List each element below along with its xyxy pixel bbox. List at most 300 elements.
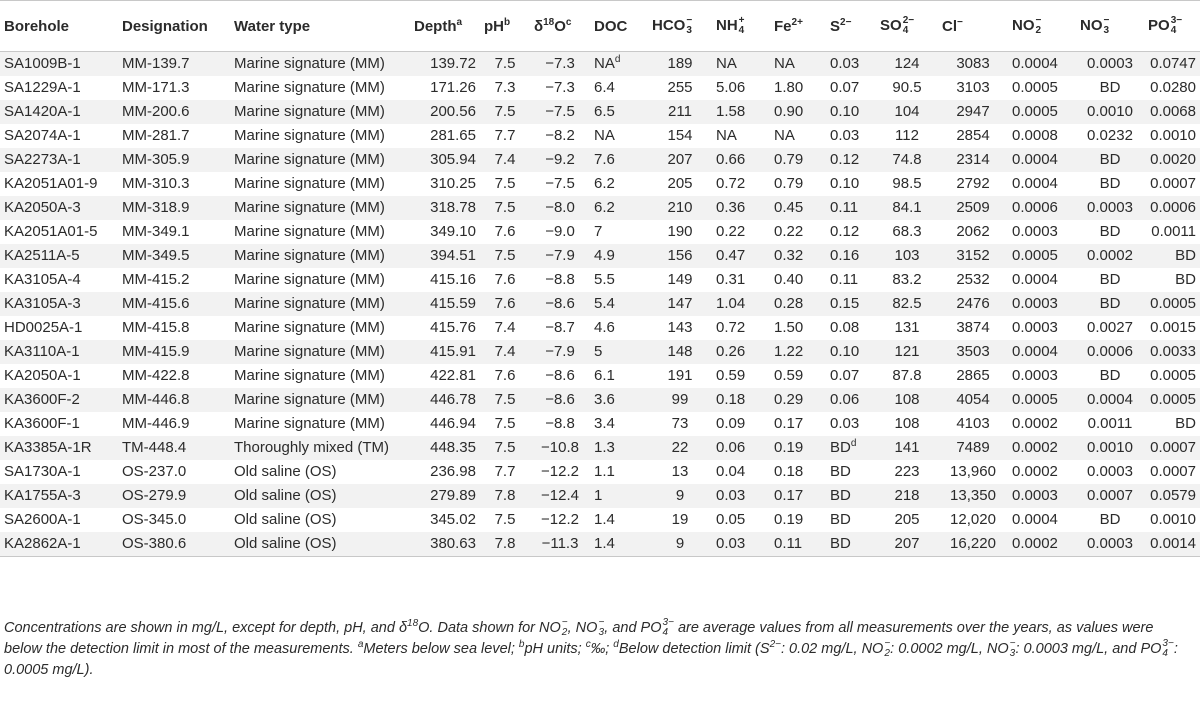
cell-hco3: 190 [667,223,693,240]
cell-ph: 7.5 [494,175,516,192]
cell-fe: 0.90 [770,100,826,124]
cell-cl: 2947 [938,100,1008,124]
cell-designation: MM-415.2 [122,271,190,288]
cell-s: 0.10 [826,100,876,124]
cell-ph: 7.6 [480,292,530,316]
cell-d18o: −12.4 [530,484,590,508]
cell-water-type: Marine signature (MM) [234,127,385,144]
cell-designation: MM-422.8 [122,367,190,384]
table-row [0,172,1200,196]
cell-no3: BD [1099,175,1121,192]
cell-cl: 3103 [956,79,990,96]
table-row [0,340,1200,364]
cell-po4: 0.0007 [1150,175,1196,192]
table-row [0,316,1200,340]
cell-water-type: Marine signature (MM) [234,415,385,432]
cell-designation: OS-380.6 [118,532,230,557]
cell-borehole: KA2050A-1 [4,367,81,384]
cell-nh4: 0.47 [712,244,770,268]
cell-borehole: KA2511A-5 [0,244,118,268]
cell-nh4: 0.31 [716,271,746,288]
table-row [0,388,1200,412]
cell-doc: 3.6 [590,388,648,412]
cell-d18o: −8.6 [545,367,575,384]
cell-designation: MM-281.7 [122,127,190,144]
cell-so4: 74.8 [876,148,938,172]
cell-cl: 2854 [956,127,990,144]
col-so4: SO 2− 4 [876,1,938,52]
cell-designation: MM-310.3 [122,175,190,192]
cell-no3: 0.0004 [1076,388,1144,412]
cell-s: 0.10 [826,340,876,364]
cell-so4: 98.5 [892,175,922,192]
col-cl: Cl− [938,1,1008,52]
cell-nh4: 0.06 [712,436,770,460]
cell-depth: 310.25 [430,175,476,192]
cell-fe: 0.79 [774,175,804,192]
cell-ph: 7.4 [494,319,516,336]
cell-borehole: KA3600F-2 [0,388,118,412]
cell-borehole: KA3385A-1R [0,436,118,460]
cell-water-type: Marine signature (MM) [230,340,410,364]
cell-no3: BD [1099,223,1121,240]
cell-no2: 0.0004 [1008,52,1076,77]
cell-d18o: −7.9 [530,340,590,364]
cell-borehole: KA2051A01-5 [4,223,98,240]
cell-ph: 7.4 [480,340,530,364]
cell-cl: 12,020 [950,511,996,528]
table-row [0,196,1200,220]
cell-po4: 0.0010 [1150,511,1196,528]
cell-s: BD [826,484,876,508]
table-row [0,148,1200,172]
cell-nh4: 0.22 [716,223,746,240]
cell-depth: 415.59 [410,292,480,316]
cell-borehole: KA3110A-1 [0,340,118,364]
cell-s: 0.03 [826,52,876,77]
cell-hco3: 211 [648,100,712,124]
cell-d18o: −7.3 [530,52,590,77]
cell-borehole: SA1730A-1 [4,463,81,480]
cell-s: 0.11 [826,196,876,220]
cell-fe: 0.59 [774,367,804,384]
cell-d18o: −8.2 [545,127,575,144]
col-no2: NO − 2 [1008,1,1076,52]
cell-po4: 0.0005 [1144,292,1200,316]
cell-cl: 3152 [938,244,1008,268]
cell-designation: MM-415.9 [118,340,230,364]
cell-water-type: Marine signature (MM) [230,292,410,316]
cell-po4: 0.0747 [1144,52,1200,77]
cell-ph: 7.3 [494,79,516,96]
table-row [0,124,1200,148]
cell-depth: 394.51 [410,244,480,268]
table-body [0,52,1200,557]
cell-no2: 0.0004 [1008,340,1076,364]
cell-no3: 0.0011 [1087,415,1133,432]
cell-doc: 7.6 [590,148,648,172]
col-hco3: HCO − 3 [648,1,712,52]
cell-fe: 0.45 [770,196,826,220]
cell-so4: 83.2 [892,271,922,288]
cell-water-type: Marine signature (MM) [230,244,410,268]
cell-depth: 139.72 [410,52,480,77]
cell-d18o: −10.8 [530,436,590,460]
cell-ph: 7.8 [480,532,530,557]
cell-nh4: 0.26 [712,340,770,364]
cell-hco3: 73 [671,415,689,432]
cell-borehole: KA3105A-3 [0,292,118,316]
cell-s: 0.11 [830,271,859,288]
cell-depth: 349.10 [430,223,476,240]
cell-po4: 0.0010 [1150,127,1196,144]
cell-water-type: Marine signature (MM) [234,271,385,288]
cell-designation: MM-446.9 [122,415,190,432]
cell-doc: 3.4 [594,415,615,432]
cell-doc: 5.5 [594,271,615,288]
cell-so4: 103 [876,244,938,268]
cell-s: 0.10 [830,175,860,192]
cell-doc: 5 [590,340,648,364]
cell-fe: 0.40 [774,271,804,288]
cell-hco3: 191 [667,367,693,384]
cell-hco3: 149 [667,271,693,288]
col-no3: NO − 3 [1076,1,1144,52]
col-s: $S^{2-}$ [826,1,876,52]
cell-designation: MM-349.1 [122,223,190,240]
cell-cl: 2509 [938,196,1008,220]
cell-nh4: NA [716,127,737,144]
cell-no2: 0.0004 [1012,511,1058,528]
cell-nh4: 0.04 [716,463,746,480]
cell-no2: 0.0002 [1008,436,1076,460]
cell-d18o: −9.0 [545,223,575,240]
table-header-row [0,1,1200,52]
cell-so4: 207 [876,532,938,557]
cell-cl: 4054 [938,388,1008,412]
cell-s: 0.07 [830,79,860,96]
cell-designation: OS-237.0 [122,463,187,480]
cell-d18o: −12.2 [541,511,579,528]
col-depth: Depth$^a$ [410,1,480,52]
cell-so4: 104 [876,100,938,124]
cell-doc: 6.5 [590,100,648,124]
table-row [0,100,1200,124]
cell-hco3: 9 [648,532,712,557]
cell-d18o: −8.7 [545,319,575,336]
cell-water-type: Marine signature (MM) [230,52,410,77]
cell-ph: 7.6 [494,223,516,240]
cell-hco3: 13 [671,463,689,480]
cell-borehole: KA2050A-3 [0,196,118,220]
cell-borehole: SA2600A-1 [4,511,81,528]
cell-borehole: KA2862A-1 [0,532,118,557]
cell-no3: BD [1099,511,1121,528]
cell-s: 0.07 [830,367,860,384]
cell-cl: 7489 [938,436,1008,460]
col-nh4: NH + 4 [712,1,770,52]
cell-doc: 1.4 [594,511,615,528]
cell-hco3: 207 [648,148,712,172]
cell-designation: OS-345.0 [122,511,187,528]
cell-fe: NA [774,127,795,144]
cell-so4: 108 [876,388,938,412]
cell-s: 0.12 [826,148,876,172]
cell-no3: 0.0003 [1076,196,1144,220]
cell-po4: 0.0007 [1144,436,1200,460]
cell-ph: 7.5 [480,52,530,77]
cell-d18o: −11.3 [530,532,590,557]
cell-cl: 3874 [956,319,990,336]
col-po4: PO 3− 4 [1144,1,1200,52]
cell-depth: 446.78 [410,388,480,412]
cell-d18o: −8.6 [530,388,590,412]
cell-nh4: 0.09 [716,415,746,432]
cell-cl: 13,350 [938,484,1008,508]
col-fe: $Fe^{2+}$ [770,1,826,52]
cell-d18o: −7.9 [530,244,590,268]
table-row [0,244,1200,268]
cell-no3: 0.0003 [1087,463,1133,480]
cell-water-type: Marine signature (MM) [234,223,385,240]
cell-hco3: 154 [667,127,693,144]
cell-no3: BD [1076,292,1144,316]
cell-water-type: Old saline (OS) [234,511,337,528]
cell-ph: 7.5 [494,415,516,432]
cell-so4: 223 [894,463,920,480]
cell-so4: 121 [876,340,938,364]
cell-fe: 0.19 [770,436,826,460]
cell-po4: 0.0015 [1150,319,1196,336]
cell-borehole: SA1229A-1 [4,79,81,96]
cell-borehole: KA3600F-1 [4,415,80,432]
cell-doc: 5.4 [590,292,648,316]
table-row [0,268,1200,292]
cell-no3: BD [1076,148,1144,172]
cell-no2: 0.0006 [1008,196,1076,220]
cell-hco3: 143 [667,319,693,336]
cell-hco3: 210 [648,196,712,220]
cell-ph: 7.8 [480,484,530,508]
cell-hco3: 147 [648,292,712,316]
cell-depth: 422.81 [430,367,476,384]
cell-so4: 218 [876,484,938,508]
cell-hco3: 148 [648,340,712,364]
cell-doc: 4.9 [590,244,648,268]
cell-d18o: −8.8 [545,271,575,288]
cell-depth: 305.94 [410,148,480,172]
table-row [0,220,1200,244]
cell-no2: 0.0003 [1012,319,1058,336]
cell-d18o: −7.3 [545,79,575,96]
cell-s: 0.03 [830,415,860,432]
cell-no3: 0.0027 [1087,319,1133,336]
cell-fe: 0.17 [774,415,804,432]
cell-doc: 6.2 [590,196,648,220]
cell-designation: TM-448.4 [118,436,230,460]
cell-d18o: −8.6 [530,292,590,316]
cell-nh4: 0.59 [716,367,746,384]
cell-ph: 7.4 [480,148,530,172]
cell-depth: 415.91 [410,340,480,364]
cell-nh4: 0.05 [716,511,746,528]
cell-cl: 2865 [956,367,990,384]
cell-no2: 0.0005 [1008,244,1076,268]
cell-nh4: 5.06 [716,79,746,96]
cell-cl: 3083 [938,52,1008,77]
cell-doc: 4.6 [594,319,615,336]
cell-hco3: 189 [648,52,712,77]
cell-s: 0.08 [830,319,860,336]
cell-fe: 0.11 [770,532,826,557]
cell-ph: 7.5 [480,388,530,412]
cell-doc: $NA^d$ [590,52,648,77]
cell-s: 0.16 [826,244,876,268]
col-ph: $pH^b$ [480,1,530,52]
cell-doc: 1.1 [594,463,615,480]
cell-no2: 0.0008 [1012,127,1058,144]
cell-depth: 171.26 [430,79,476,96]
cell-water-type: Marine signature (MM) [234,367,385,384]
table-row [0,412,1200,436]
cell-po4: 0.0005 [1150,367,1196,384]
cell-po4: 0.0033 [1144,340,1200,364]
cell-po4: 0.0068 [1144,100,1200,124]
cell-no2: 0.0004 [1012,271,1058,288]
cell-designation: MM-349.5 [118,244,230,268]
cell-designation: OS-279.9 [118,484,230,508]
cell-water-type: Thoroughly mixed (TM) [230,436,410,460]
cell-so4: 131 [894,319,920,336]
cell-fe: 0.19 [774,511,804,528]
cell-s: 0.12 [830,223,860,240]
cell-depth: 380.63 [410,532,480,557]
cell-no3: BD [1099,79,1121,96]
cell-depth: 448.35 [410,436,480,460]
cell-doc: 1.4 [590,532,648,557]
cell-doc: 6.4 [594,79,615,96]
cell-ph: 7.5 [494,511,516,528]
cell-water-type: Marine signature (MM) [230,388,410,412]
cell-nh4: 0.72 [716,175,746,192]
cell-cl: 3503 [938,340,1008,364]
cell-water-type: Marine signature (MM) [230,196,410,220]
col-water-type: Water type [230,1,410,52]
cell-hco3: 205 [667,175,693,192]
cell-d18o: −7.5 [545,175,575,192]
cell-borehole: KA2051A01-9 [4,175,98,192]
cell-cl: 2314 [938,148,1008,172]
cell-borehole: KA1755A-3 [0,484,118,508]
cell-no2: 0.0004 [1008,148,1076,172]
cell-doc: 1 [590,484,648,508]
cell-hco3: 156 [648,244,712,268]
cell-no2: 0.0005 [1008,100,1076,124]
cell-depth: 415.16 [430,271,476,288]
cell-ph: 7.5 [480,196,530,220]
cell-borehole: KA3105A-4 [4,271,81,288]
cell-ph: 7.6 [494,271,516,288]
cell-no2: 0.0003 [1008,292,1076,316]
cell-no2: 0.0002 [1008,532,1076,557]
cell-no3: 0.0003 [1076,532,1144,557]
cell-designation: MM-415.8 [122,319,190,336]
cell-water-type: Old saline (OS) [234,463,337,480]
cell-po4: BD [1144,244,1200,268]
table-row [0,52,1200,77]
cell-d18o: −7.5 [530,100,590,124]
cell-no2: 0.0005 [1012,79,1058,96]
cell-s: BD [826,532,876,557]
cell-borehole: SA2273A-1 [0,148,118,172]
cell-po4: 0.0007 [1150,463,1196,480]
cell-d18o: −8.8 [545,415,575,432]
cell-so4: 205 [894,511,920,528]
cell-so4: 90.5 [892,79,922,96]
col-d18o: $\delta^{18}O^c$ [530,1,590,52]
cell-no3: BD [1099,367,1121,384]
cell-no3: 0.0010 [1076,436,1144,460]
col-borehole: Borehole [0,1,118,52]
cell-no2: 0.0003 [1012,367,1058,384]
cell-po4: 0.0006 [1144,196,1200,220]
cell-designation: MM-446.8 [118,388,230,412]
cell-designation: MM-171.3 [122,79,190,96]
cell-doc: 6.1 [594,367,615,384]
cell-hco3: 9 [648,484,712,508]
cell-hco3: 19 [671,511,689,528]
cell-fe: 1.50 [774,319,804,336]
cell-doc: 1.3 [590,436,648,460]
cell-designation: MM-318.9 [118,196,230,220]
cell-borehole: SA1009B-1 [0,52,118,77]
cell-po4: 0.0011 [1151,223,1196,240]
cell-so4: 141 [876,436,938,460]
table-footnote: Concentrations are shown in mg/L, except for depth, pH, and $\delta^{18}O$. Data shown for NO − 2 , NO − 3 , and PO 3− 4 are average values from all measurements over the years, as values were below the detection limit in most of the measurements. $^a$Meters below sea level; $^b$pH units; $^c$‰; $^d$Below detection limit ($S^{2-}$: 0.02 mg/L, NO − 2 : 0.0002 mg/L, NO − 3 : 0.0003 mg/L, and PO 3− 4 : 0.0005 mg/L). [4,617,1178,678]
cell-doc: 6.2 [594,175,615,192]
cell-water-type: Marine signature (MM) [234,79,385,96]
cell-no2: 0.0005 [1008,388,1076,412]
cell-nh4: 0.66 [712,148,770,172]
cell-depth: 200.56 [410,100,480,124]
cell-fe: 0.79 [770,148,826,172]
cell-no2: 0.0004 [1012,175,1058,192]
cell-designation: MM-139.7 [118,52,230,77]
cell-nh4: 0.36 [712,196,770,220]
cell-ph: 7.5 [480,244,530,268]
cell-ph: 7.6 [494,367,516,384]
cell-cl: 2062 [956,223,990,240]
cell-cl: 4103 [956,415,990,432]
cell-fe: 0.28 [770,292,826,316]
cell-po4: BD [1175,415,1196,432]
cell-depth: 318.78 [410,196,480,220]
cell-so4: 124 [876,52,938,77]
cell-d18o: −8.0 [530,196,590,220]
cell-designation: MM-305.9 [118,148,230,172]
cell-nh4: 0.72 [716,319,746,336]
cell-s: BD [830,511,851,528]
cell-water-type: Old saline (OS) [230,484,410,508]
cell-po4: 0.0280 [1150,79,1196,96]
table-row [0,76,1200,100]
cell-depth: 446.94 [430,415,476,432]
cell-no2: 0.0003 [1012,223,1058,240]
cell-no3: 0.0006 [1076,340,1144,364]
cell-designation: MM-415.6 [118,292,230,316]
cell-so4: 84.1 [876,196,938,220]
cell-so4: 108 [894,415,920,432]
